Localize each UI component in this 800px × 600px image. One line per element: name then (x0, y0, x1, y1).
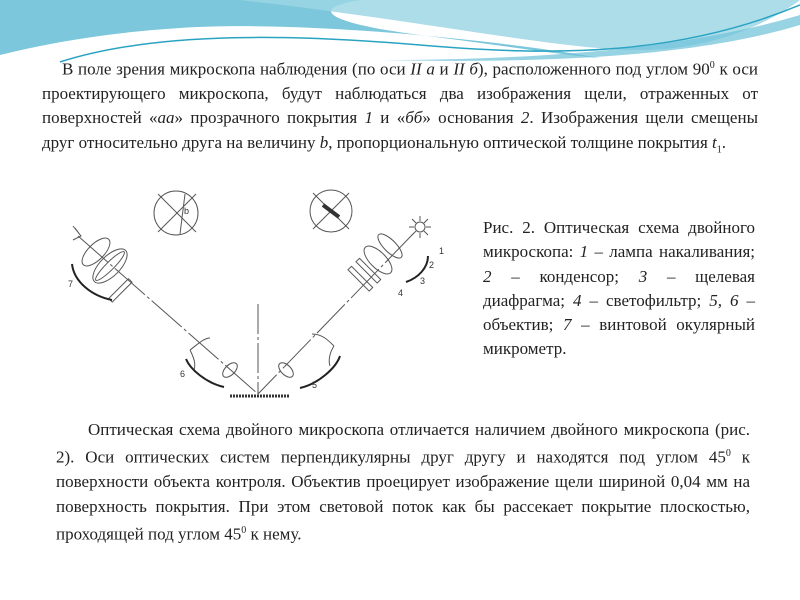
subscript: 1 (716, 143, 722, 155)
text: В поле зрения микроскопа наблюдения (по оси (62, 59, 411, 79)
label-6: 6 (180, 369, 186, 379)
item-number: 3 (638, 266, 648, 286)
reticle-left (154, 191, 198, 235)
text: – щелевая диафрагма; (483, 266, 755, 310)
superscript: 0 (709, 60, 715, 71)
text: ), расположенного под углом 90 (477, 59, 710, 79)
label-7: 7 (68, 279, 74, 289)
optical-scheme-diagram (48, 184, 468, 404)
text: и (434, 59, 454, 79)
text: » прозрачного покрытия (174, 108, 365, 128)
condenser-lenses (348, 230, 406, 291)
label-4: 4 (398, 288, 404, 298)
text: к нему. (246, 524, 302, 544)
text: – лампа накаливания; (588, 242, 755, 262)
text: – объектив; (483, 290, 756, 335)
text: к поверхности объекта контроля. Объектив проецирует изображение щели шириной 0,04 мм на поверхность покрытия. При этом световой поток как бы рассекает покрытие плоскостью, проходящей под углом 45 (56, 447, 750, 544)
label-5: 5 (312, 380, 318, 390)
axis-label: II а (410, 59, 435, 79)
optical-axis-right (258, 234, 413, 394)
text: – конденсор; (491, 266, 639, 286)
item-number: 4 (573, 290, 582, 310)
figure-caption (483, 216, 755, 362)
text: Оптическая схема двойного микроскопа отличается наличием двойного микроскопа (рис. 2). Оси оптических систем перпендикулярны друг другу и находятся под углом 45 (56, 420, 750, 467)
intro-paragraph (42, 54, 758, 162)
optical-axis-left (78, 236, 258, 394)
axis-label: II б (453, 59, 478, 79)
reticle-label: b (184, 206, 190, 216)
label-1: 1 (439, 246, 445, 256)
text: – светофильтр; (581, 290, 710, 310)
text: к оси проектирующего микроскопа, будут наблюдаться два изображения щели, отраженных от поверхностей « (42, 59, 758, 128)
item-number: 7 (563, 315, 572, 335)
item-number: 1 (579, 242, 589, 262)
label-2: 2 (429, 260, 435, 270)
bracket-7 (72, 264, 112, 300)
text: . Изображения щели смещены друг относительно друга на величину (42, 108, 758, 152)
item-number: 2 (483, 266, 492, 286)
italic: b (319, 132, 329, 152)
description-paragraph (56, 418, 750, 547)
italic: 1 (364, 108, 373, 128)
bracket-6 (186, 359, 224, 387)
superscript: 0 (725, 448, 731, 460)
label-3: 3 (420, 276, 426, 286)
objective-right (276, 334, 334, 380)
text: . (721, 132, 727, 152)
bracket-5 (300, 356, 340, 388)
text: – винтовой окулярный микрометр. (483, 315, 755, 359)
italic: аа (157, 108, 175, 128)
text: и « (372, 108, 406, 128)
italic: t (712, 132, 717, 152)
text: , пропорциональную оптической толщине покрытия (328, 132, 713, 152)
text: Рис. 2. Оптическая схема двойного микроскопа: (483, 218, 755, 262)
item-number: 5, 6 (709, 290, 739, 310)
eyepiece-lenses (78, 234, 133, 302)
reticle-right (310, 190, 352, 232)
italic: бб (405, 108, 423, 128)
text: » основания (422, 108, 521, 128)
superscript: 0 (241, 524, 247, 536)
italic: 2 (520, 108, 530, 128)
